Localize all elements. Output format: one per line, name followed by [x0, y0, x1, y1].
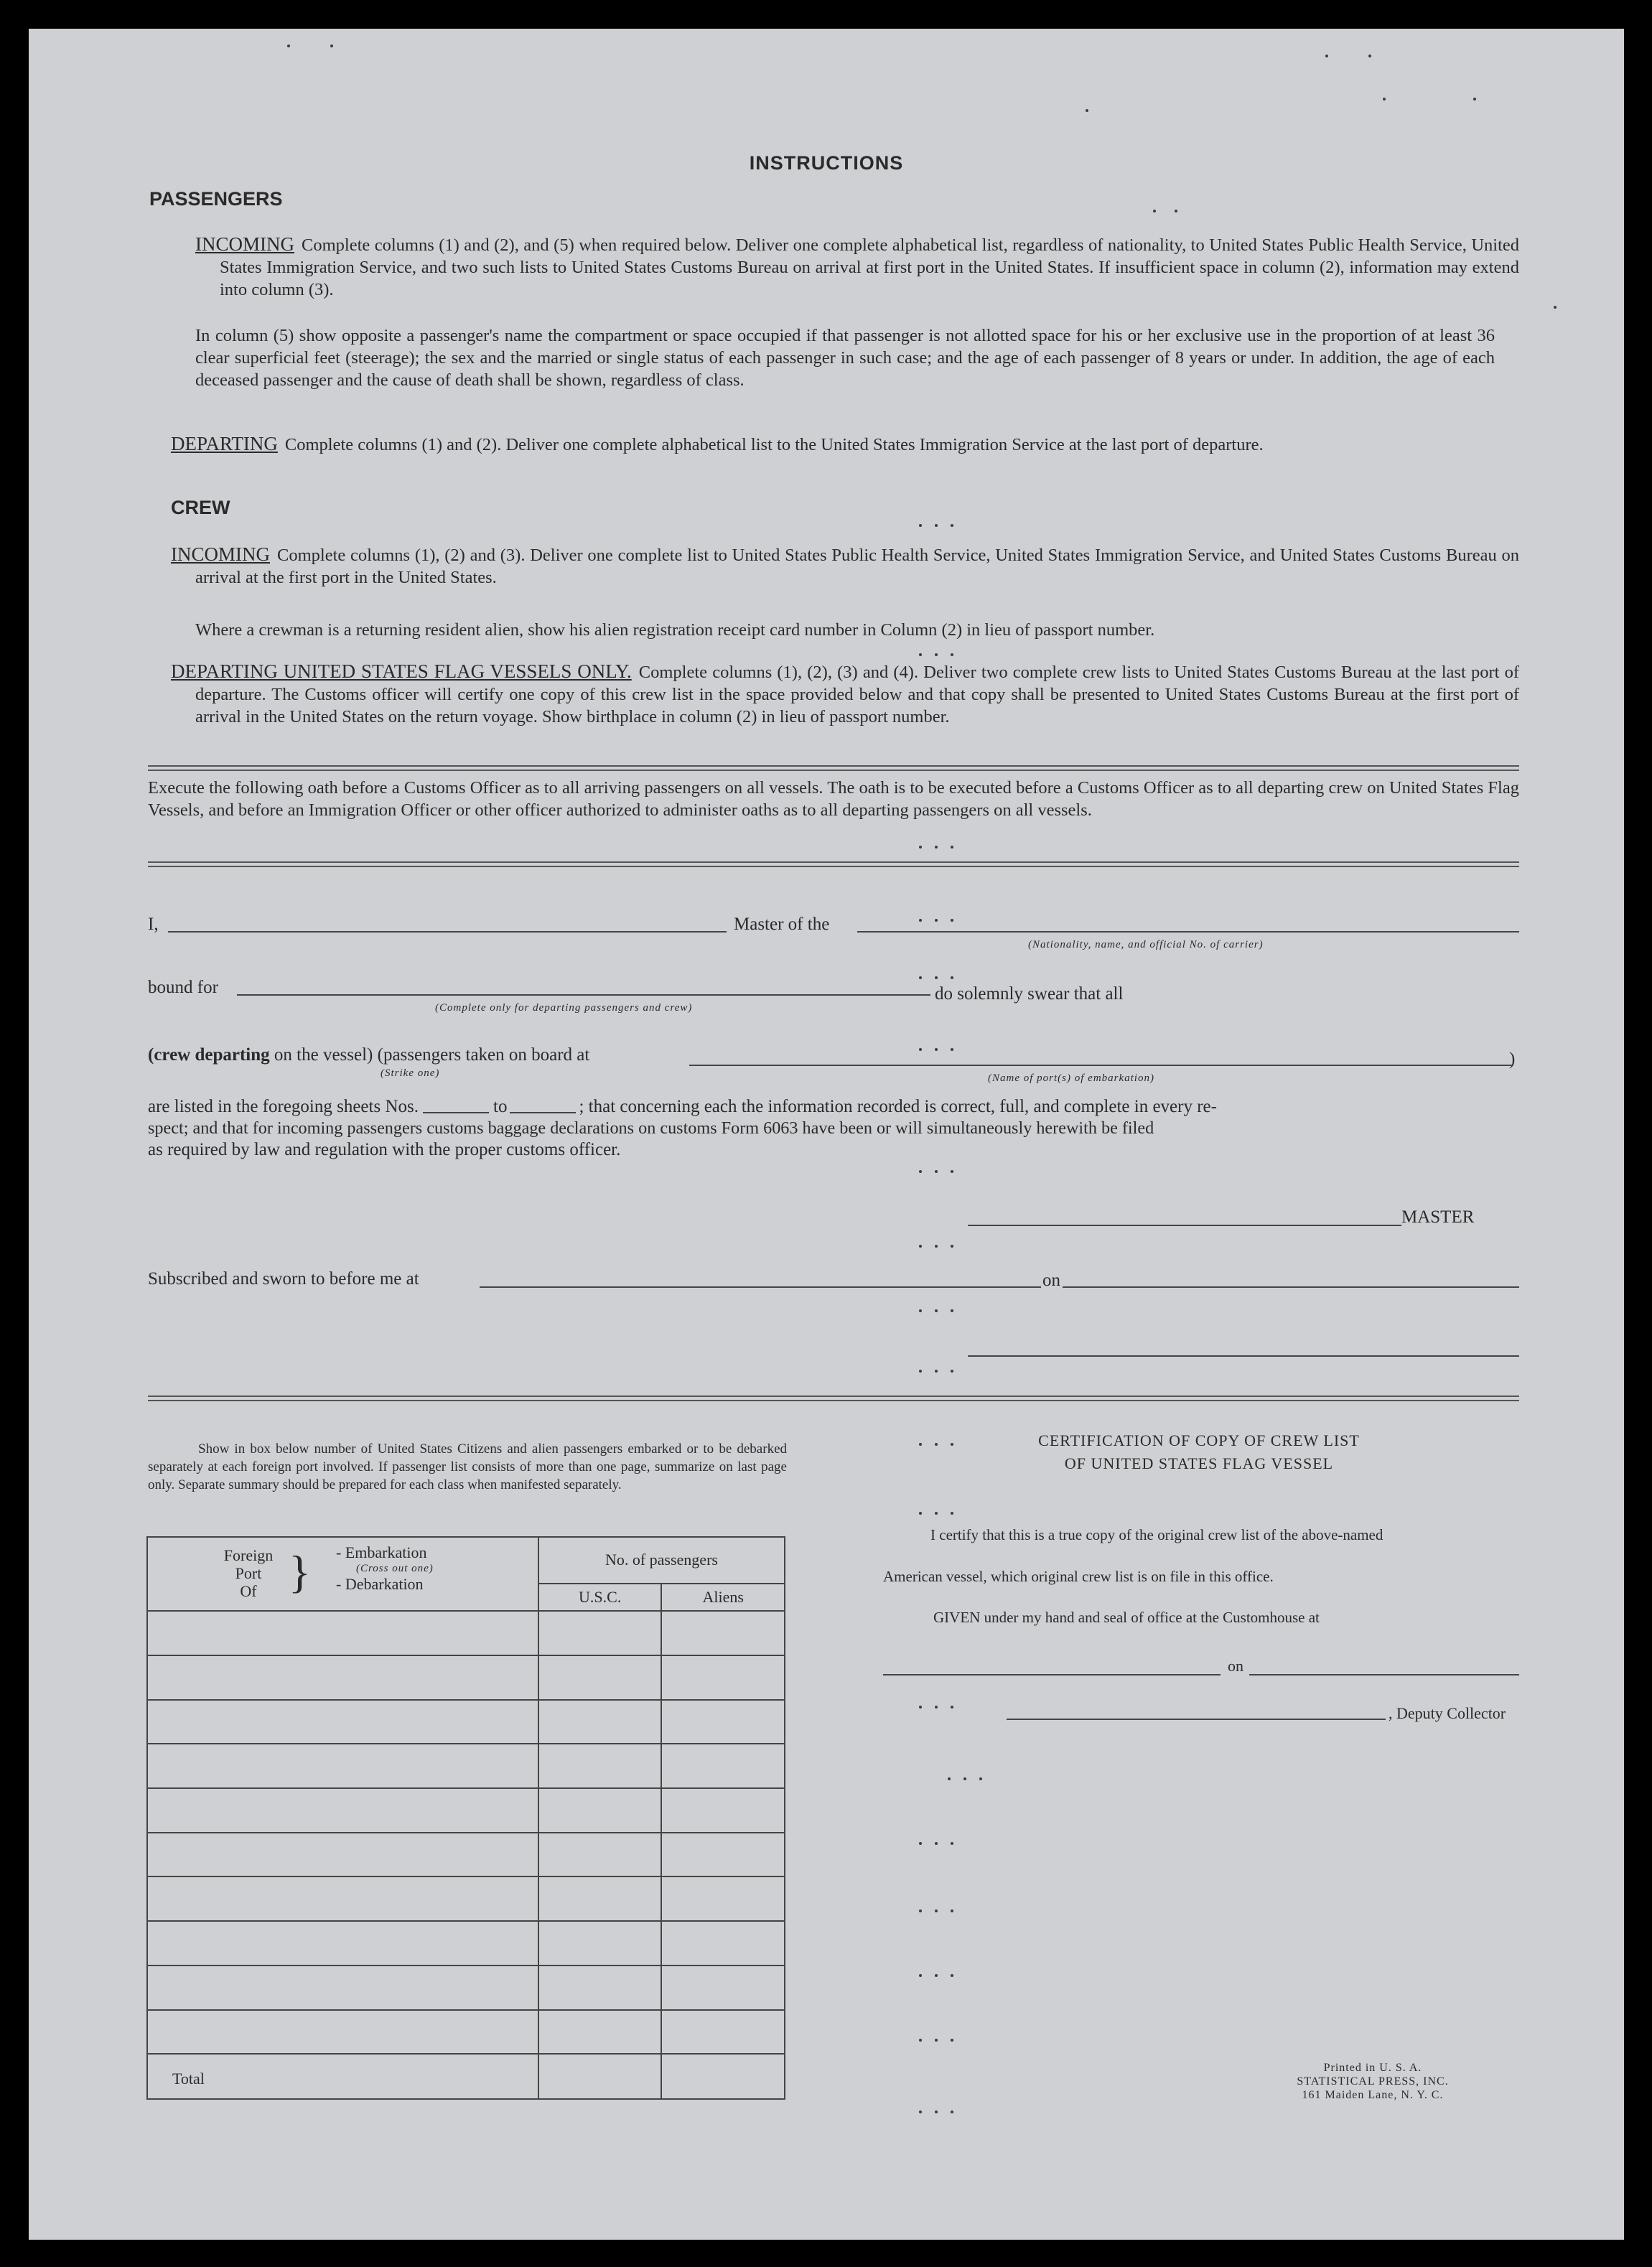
aliens-cell[interactable]: [661, 1744, 785, 1788]
speck-dot: [1554, 306, 1557, 309]
oath-swear: do solemnly swear that all: [935, 984, 1124, 1004]
embarkation-option[interactable]: - Embarkation: [336, 1543, 427, 1561]
certification-line-2: American vessel, which original crew list is on file in this office.: [883, 1568, 1274, 1585]
crew-departing-text: Complete columns (1), (2), (3) and (4). Deliver two complete crew lists to United States Customs Bureau at the last port of departure. The Customs officer will certify one copy of this crew list in the space provided below and that copy shall be presented to United States Customs Bureau at the first port of arrival in the United States on the return voyage. Show birthplace in column (2) in lieu of passport number.: [195, 663, 1519, 726]
usc-cell[interactable]: [538, 1833, 662, 1877]
oath-port-field[interactable]: [689, 1065, 1512, 1066]
document-page: [29, 29, 1624, 2240]
port-cell[interactable]: [147, 1655, 538, 1700]
speck-dot: [1175, 210, 1177, 212]
foreign-port-header: [147, 1537, 538, 1611]
punch-dot: [935, 1842, 938, 1845]
oath-carrier-field[interactable]: [857, 931, 1519, 932]
punch-dot: [951, 1706, 953, 1709]
debarkation-option[interactable]: - Debarkation: [336, 1575, 424, 1593]
usc-cell[interactable]: [538, 1700, 662, 1744]
punch-dot: [919, 1910, 922, 1912]
aliens-cell[interactable]: [661, 1965, 785, 2010]
speck-dot: [1383, 98, 1386, 101]
oath-bound-for: bound for: [148, 978, 218, 997]
crew-incoming-label: INCOMING: [171, 543, 270, 565]
usc-cell[interactable]: [538, 1655, 662, 1700]
no-passengers-header: No. of passengers: [538, 1537, 785, 1584]
sheet-to-field[interactable]: [510, 1112, 576, 1113]
punch-dot: [951, 1910, 953, 1912]
oath-listed-pre: are listed in the foregoing sheets Nos.: [148, 1097, 419, 1116]
usc-cell[interactable]: [538, 1788, 662, 1833]
punch-dot: [919, 2111, 922, 2113]
page-title: INSTRUCTIONS: [749, 152, 904, 174]
passengers-departing-label: DEPARTING: [171, 433, 278, 454]
punch-dot: [951, 1512, 953, 1515]
table-row: [147, 1788, 785, 1833]
oath-master-of: Master of the: [734, 915, 830, 934]
total-label: Total: [147, 2054, 538, 2099]
speck-dot: [1086, 109, 1088, 112]
oath-port-caption: (Name of port(s) of embarkation): [988, 1072, 1154, 1084]
punch-dot: [935, 976, 938, 979]
officer-signature-field[interactable]: [968, 1355, 1519, 1357]
speck-dot: [1153, 210, 1156, 212]
punch-dot: [919, 1170, 922, 1173]
punch-dot: [919, 846, 922, 849]
port-cell[interactable]: [147, 1876, 538, 1921]
punch-dot: [935, 1370, 938, 1373]
subscribed-date-field[interactable]: [1063, 1286, 1519, 1288]
deputy-collector-label: , Deputy Collector: [1389, 1704, 1506, 1722]
aliens-cell[interactable]: [661, 1833, 785, 1877]
port-cell[interactable]: [147, 1700, 538, 1744]
oath-bound-caption: (Complete only for departing passengers and crew): [435, 1002, 693, 1014]
summary-instruction: Show in box below number of United States Citizens and alien passengers embarked or to be debarked separately at each foreign port involved. If passenger list consists of more than one page, summarize on last page only. Separate summary should be prepared for each class when manifested separately.: [148, 1441, 787, 1492]
subscribed-place-field[interactable]: [480, 1286, 1041, 1288]
passengers-departing-paragraph: [171, 433, 1519, 456]
divider: [148, 765, 1519, 771]
table-row: [147, 1921, 785, 1965]
speck-dot: [287, 45, 290, 47]
printer-line-3: 161 Maiden Lane, N. Y. C.: [1302, 2089, 1444, 2101]
passengers-incoming-paragraph: [195, 233, 1519, 301]
oath-passengers-taken: (passengers taken on board at: [377, 1045, 590, 1065]
certification-on-label: on: [1228, 1657, 1243, 1675]
foreign-port-label: [213, 1546, 284, 1600]
oath-crew-passengers-line: [148, 1045, 589, 1065]
usc-cell[interactable]: [538, 1876, 662, 1921]
punch-dot: [935, 1443, 938, 1446]
table-row: [147, 1965, 785, 2010]
divider: [148, 1396, 1519, 1401]
oath-listed-post: ; that concerning each the information recorded is correct, full, and complete in every re-: [579, 1097, 1217, 1116]
subscribed-label: Subscribed and sworn to before me at: [148, 1269, 419, 1289]
aliens-cell[interactable]: [661, 1876, 785, 1921]
aliens-header: Aliens: [661, 1584, 785, 1611]
port-label: Port: [235, 1564, 262, 1582]
punch-dot: [951, 653, 953, 656]
usc-cell[interactable]: [538, 1965, 662, 2010]
port-cell[interactable]: [147, 2010, 538, 2055]
punch-dot: [919, 1309, 922, 1312]
table-body: [147, 1611, 785, 2054]
punch-dot: [919, 1974, 922, 1977]
master-signature-field[interactable]: [968, 1225, 1401, 1226]
punch-dot: [951, 1309, 953, 1312]
sheet-from-field[interactable]: [423, 1112, 489, 1113]
punch-dot: [951, 1974, 953, 1977]
oath-crew-departing-bold: (crew departing: [148, 1045, 270, 1065]
punch-dot: [919, 919, 922, 922]
oath-close-paren: ): [1509, 1050, 1516, 1069]
punch-dot: [935, 1245, 938, 1248]
speck-dot: [330, 45, 333, 47]
table-row: [147, 2010, 785, 2055]
passenger-summary-table: [146, 1536, 785, 2100]
aliens-cell[interactable]: [661, 1611, 785, 1655]
cross-out-caption: (Cross out one): [356, 1563, 434, 1574]
divider: [148, 861, 1519, 867]
punch-dot: [919, 524, 922, 527]
crew-incoming-paragraph: [171, 543, 1519, 589]
passengers-departing-text: Complete columns (1) and (2). Deliver one complete alphabetical list to the United States Immigration Service at the last port of departure.: [284, 435, 1264, 454]
aliens-cell[interactable]: [661, 1788, 785, 1833]
subscribed-on-label: on: [1042, 1271, 1060, 1290]
crew-resident-paragraph: Where a crewman is a returning resident alien, show his alien registration receipt card number in Column (2) in lieu of passport number.: [195, 620, 1155, 640]
oath-listed-line2: spect; and that for incoming passengers customs baggage declarations on customs Form 6063 have been or will simultaneously herewith be filed: [148, 1118, 1154, 1138]
punch-dot: [951, 2111, 953, 2113]
oath-carrier-caption: (Nationality, name, and official No. of carrier): [1028, 939, 1264, 950]
oath-listed-line3: as required by law and regulation with the proper customs officer.: [148, 1140, 621, 1159]
aliens-cell[interactable]: [661, 2010, 785, 2055]
punch-dot: [935, 846, 938, 849]
printer-line-2: STATISTICAL PRESS, INC.: [1297, 2075, 1449, 2088]
crew-departing-paragraph: [171, 660, 1519, 728]
deputy-collector-field[interactable]: [1007, 1719, 1386, 1720]
punch-dot: [935, 653, 938, 656]
punch-dot: [935, 1910, 938, 1912]
punch-dot: [935, 1512, 938, 1515]
certification-line-1: I certify that this is a true copy of the original crew list of the above-named: [930, 1526, 1383, 1543]
punch-dot: [935, 2039, 938, 2042]
port-cell[interactable]: [147, 1611, 538, 1655]
port-cell[interactable]: [147, 1965, 538, 2010]
certification-title-1: CERTIFICATION OF COPY OF CREW LIST: [1038, 1431, 1360, 1449]
punch-dot: [935, 1309, 938, 1312]
punch-dot: [951, 1048, 953, 1051]
passengers-incoming-text: Complete columns (1) and (2), and (5) when required below. Deliver one complete alphabetical list, regardless of nationality, to United States Public Health Service, United States Immigration Service, and two such lists to United States Customs Bureau on arrival at first port in the United States. If insufficient space in column (2), information may extend into column (3).: [220, 235, 1519, 299]
oath-name-field[interactable]: [168, 931, 727, 932]
printer-imprint: [1265, 2061, 1480, 2102]
aliens-cell[interactable]: [661, 1700, 785, 1744]
punch-dot: [919, 1443, 922, 1446]
total-usc-cell[interactable]: [538, 2054, 662, 2099]
table-row: [147, 1700, 785, 1744]
port-cell[interactable]: [147, 1744, 538, 1788]
oath-bound-field[interactable]: [237, 994, 930, 996]
punch-dot: [935, 1706, 938, 1709]
crew-heading: CREW: [171, 497, 230, 518]
oath-i-label: I,: [148, 915, 159, 934]
punch-dot: [951, 1842, 953, 1845]
aliens-cell[interactable]: [661, 1921, 785, 1965]
punch-dot: [919, 976, 922, 979]
usc-cell[interactable]: [538, 1611, 662, 1655]
punch-dot: [935, 1170, 938, 1173]
oath-strike-caption: (Strike one): [381, 1067, 440, 1079]
usc-cell[interactable]: [538, 1921, 662, 1965]
punch-dot: [951, 524, 953, 527]
punch-dot: [935, 524, 938, 527]
punch-dot: [951, 919, 953, 922]
punch-dot: [935, 1974, 938, 1977]
punch-dot: [979, 1777, 982, 1780]
punch-dot: [919, 1048, 922, 1051]
port-cell[interactable]: [147, 1833, 538, 1877]
oath-crew-departing-rest: on the vessel): [269, 1045, 373, 1065]
certification-date-field[interactable]: [1249, 1674, 1519, 1675]
table-row: [147, 1655, 785, 1700]
punch-dot: [935, 919, 938, 922]
punch-dot: [919, 1245, 922, 1248]
printer-line-1: Printed in U. S. A.: [1323, 2062, 1422, 2074]
punch-dot: [951, 1245, 953, 1248]
punch-dot: [919, 1842, 922, 1845]
punch-dot: [919, 1512, 922, 1515]
aliens-cell[interactable]: [661, 1655, 785, 1700]
usc-cell[interactable]: [538, 2010, 662, 2055]
punch-dot: [919, 2039, 922, 2042]
punch-dot: [951, 1443, 953, 1446]
punch-dot: [935, 2111, 938, 2113]
usc-cell[interactable]: [538, 1744, 662, 1788]
speck-dot: [1325, 55, 1328, 57]
oath-listed-to: to: [493, 1097, 508, 1116]
of-label: Of: [240, 1582, 257, 1600]
punch-dot: [935, 1048, 938, 1051]
port-cell[interactable]: [147, 1921, 538, 1965]
port-cell[interactable]: [147, 1788, 538, 1833]
punch-dot: [951, 846, 953, 849]
certification-line-3: GIVEN under my hand and seal of office at the Customhouse at: [933, 1609, 1320, 1626]
crew-incoming-text: Complete columns (1), (2) and (3). Deliver one complete list to United States Public Health Service, United States Immigration Service, and United States Customs Bureau on arrival at the first port in the United States.: [195, 546, 1519, 587]
usc-header: U.S.C.: [538, 1584, 662, 1611]
punch-dot: [919, 1706, 922, 1709]
master-label: MASTER: [1401, 1207, 1475, 1227]
certification-title-2: OF UNITED STATES FLAG VESSEL: [1064, 1454, 1334, 1472]
punch-dot: [951, 1170, 953, 1173]
certification-place-field[interactable]: [883, 1674, 1221, 1675]
table-row: [147, 1833, 785, 1877]
punch-dot: [951, 976, 953, 979]
foreign-label: Foreign: [223, 1546, 274, 1564]
oath-instructions: Execute the following oath before a Customs Officer as to all arriving passengers on all vessels. The oath is to be executed before a Customs Officer as to all departing crew on United States Flag Vessels, and before an Immigration Officer or other officer authorized to administer oaths as to all departing passengers on all vessels.: [148, 778, 1519, 820]
speck-dot: [1368, 55, 1371, 57]
punch-dot: [919, 653, 922, 656]
brace-icon: }: [289, 1546, 311, 1597]
table-row: [147, 1876, 785, 1921]
punch-dot: [919, 1370, 922, 1373]
punch-dot: [951, 2039, 953, 2042]
total-aliens-cell[interactable]: [661, 2054, 785, 2099]
oath-listed-line1: [148, 1097, 1217, 1117]
table-row: [147, 1611, 785, 1655]
table-row: [147, 1744, 785, 1788]
passengers-incoming-label: INCOMING: [195, 233, 294, 255]
crew-departing-label: DEPARTING UNITED STATES FLAG VESSELS ONLY.: [171, 660, 632, 682]
punch-dot: [948, 1777, 951, 1780]
punch-dot: [951, 1370, 953, 1373]
passengers-heading: PASSENGERS: [149, 188, 283, 210]
speck-dot: [1473, 98, 1476, 101]
passengers-column5-paragraph: In column (5) show opposite a passenger's name the compartment or space occupied if that passenger is not allotted space for his or her exclusive use in the proportion of at least 36 clear superficial feet (steerage); the sex and the married or single status of each passenger in such case; and the age of each passenger of 8 years or under. In addition, the age of each deceased passenger and the cause of death shall be shown, regardless of class.: [195, 326, 1495, 390]
embark-options: [336, 1545, 434, 1592]
punch-dot: [963, 1777, 966, 1780]
